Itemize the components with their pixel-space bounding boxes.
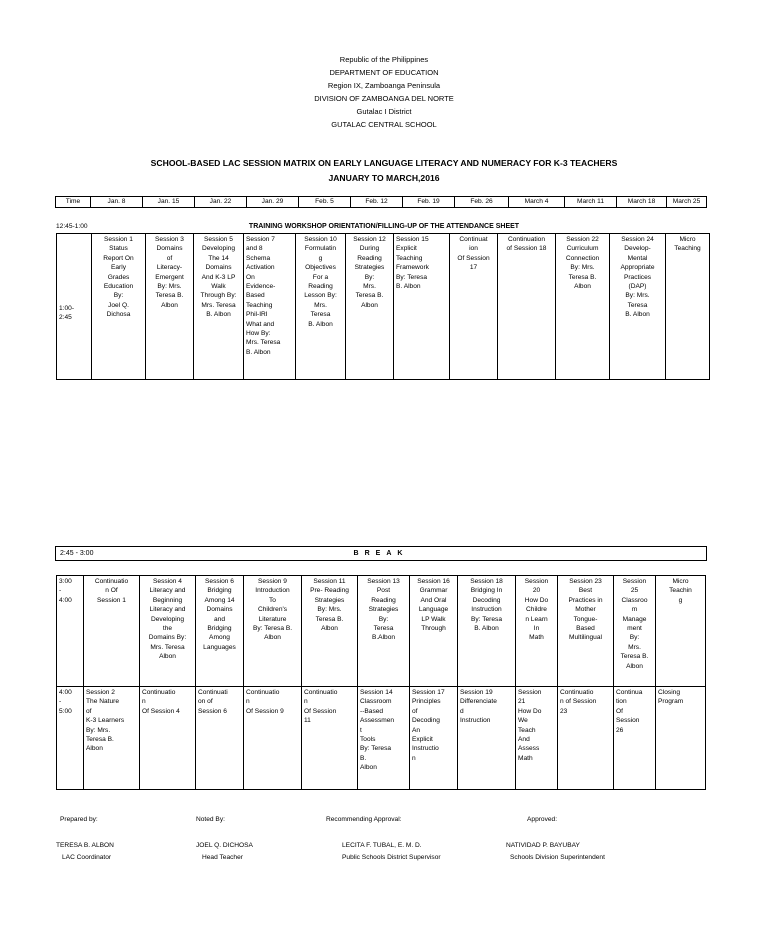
header-region: Region IX, Zamboanga Peninsula [327, 81, 441, 90]
break-row [55, 546, 707, 561]
session-cell: Session 21 How Do We Teach And Assess Math [516, 687, 558, 790]
session-cell: Session 4 Literacy and Beginning Literacy and Developing the Domains By: Mrs. Teresa Albon [140, 576, 196, 687]
orientation-time: 12:45-1:00 [56, 223, 88, 230]
session-cell: Micro Teachin g [656, 576, 706, 687]
document-title: SCHOOL-BASED LAC SESSION MATRIX ON EARLY LANGUAGE LITERACY AND NUMERACY FOR K-3 TEACHERS [150, 158, 618, 168]
date-cell: Jan. 8 [91, 197, 143, 208]
session-cell: Micro Teaching [666, 234, 710, 380]
orientation-text: TRAINING WORKSHOP ORIENTATION/FILLING-UP OF THE ATTENDANCE SHEET [248, 223, 520, 230]
date-cell: Jan. 22 [195, 197, 247, 208]
approved-label: Approved: [527, 816, 558, 823]
session-cell: Continuatio n of Session 23 [558, 687, 614, 790]
session-cell: Session 1 Status Report On Early Grades Education By: Joel Q. Dichosa [92, 234, 146, 380]
time-cell: 4:00 - 5:00 [57, 687, 84, 790]
signatory-role-3: Public Schools District Supervisor [342, 854, 441, 861]
header-school: GUTALAC CENTRAL SCHOOL [331, 120, 437, 129]
session-cell: Continuatio n Of Session 11 [302, 687, 358, 790]
signatory-role-2: Head Teacher [202, 854, 243, 861]
signatory-name-2: JOEL Q. DICHOSA [196, 842, 253, 849]
header-republic: Republic of the Philippines [339, 55, 429, 64]
table-row [57, 576, 706, 687]
time-header: Time [56, 197, 91, 208]
date-cell: Feb. 26 [455, 197, 509, 208]
session-cell: Session 22 Curriculum Connection By: Mrs. Teresa B. Albon [556, 234, 610, 380]
session-cell: Session 15 Explicit Teaching Framework By: Teresa B. Albon [394, 234, 450, 380]
session-cell: Session 20 How Do Childre n Learn In Math [516, 576, 558, 687]
session-cell: Continuatio n Of Session 1 [84, 576, 140, 687]
table-row [57, 687, 706, 790]
date-cell: March 11 [565, 197, 617, 208]
session-cell: Session 6 Bridging Among 14 Domains and Bridging Among Languages [196, 576, 244, 687]
session-cell: Session 24 Develop- Mental Appropriate Practices (DAP) By: Mrs. Teresa B. Albon [610, 234, 666, 380]
signatory-role-4: Schools Division Superintendent [510, 854, 605, 861]
time-cell: 1:00- 2:45 [57, 234, 92, 380]
session-cell: Session 14 Classroom --Based Assessmen t Tools By: Teresa B. Albon [358, 687, 410, 790]
date-cell: March 25 [667, 197, 707, 208]
date-cell: March 18 [617, 197, 667, 208]
session-cell: Session 2 The Nature of K-3 Learners By: Mrs. Teresa B. Albon [84, 687, 140, 790]
session-table-2 [56, 575, 706, 790]
session-cell: Session 3 Domains of Literacy- Emergent By: Mrs. Teresa B. Albon [146, 234, 194, 380]
header-district: Gutalac I District [356, 107, 412, 116]
table-row [57, 234, 710, 380]
signatory-name-4: NATIVIDAD P. BAYUBAY [506, 842, 580, 849]
session-cell: Session 18 Bridging In Decoding Instruction By: Teresa B. Albon [458, 576, 516, 687]
break-label: BREAK [353, 550, 409, 557]
recommending-approval-label: Recommending Approval: [326, 816, 402, 823]
session-cell: Continua tion Of Session 26 [614, 687, 656, 790]
session-cell: Session 11 Pre- Reading Strategies By: Mrs. Teresa B. Albon [302, 576, 358, 687]
session-cell: Session 16 Grammar And Oral Language LP Walk Through [410, 576, 458, 687]
session-cell: Session 25 Classroo m Manage ment By: Mrs. Teresa B. Albon [614, 576, 656, 687]
session-cell: Session 17 Principles of Decoding An Explicit Instructio n [410, 687, 458, 790]
break-time: 2:45 - 3:00 [60, 550, 94, 557]
session-cell: Continuati on of Session 6 [196, 687, 244, 790]
date-cell: Feb. 19 [403, 197, 455, 208]
session-cell: Session 13 Post Reading Strategies By: Teresa B.Albon [358, 576, 410, 687]
session-cell: Session 5 Developing The 14 Domains And K-3 LP Walk Through By: Mrs. Teresa B. Albon [194, 234, 244, 380]
signatory-role-1: LAC Coordinator [62, 854, 112, 861]
session-cell: Session 10 Formulatin g Objectives For a Reading Lesson By: Mrs. Teresa B. Albon [296, 234, 346, 380]
date-cell: Jan. 15 [143, 197, 195, 208]
session-cell: Continuation of Session 18 [498, 234, 556, 380]
session-cell: Session 9 Introduction To Children's Literature By: Teresa B. Albon [244, 576, 302, 687]
session-cell: Closing Program [656, 687, 706, 790]
header-department: DEPARTMENT OF EDUCATION [329, 68, 439, 77]
date-header-row [56, 197, 707, 208]
session-table-1 [56, 233, 710, 380]
date-cell: Feb. 5 [299, 197, 351, 208]
session-cell: Session 19 Differenciate d Instruction [458, 687, 516, 790]
signatory-name-1: TERESA B. ALBON [56, 842, 114, 849]
prepared-by-label: Prepared by: [60, 816, 98, 823]
session-cell: Continuatio n Of Session 4 [140, 687, 196, 790]
date-cell: Jan. 29 [247, 197, 299, 208]
date-cell: March 4 [509, 197, 565, 208]
date-cell: Feb. 12 [351, 197, 403, 208]
noted-by-label: Noted By: [196, 816, 225, 823]
session-cell: Session 7 and 8 Schema Activation On Evidence- Based Teaching Phil-IRI What and How By: Mrs. Teresa B. Albon [244, 234, 296, 380]
document-subtitle: JANUARY TO MARCH,2016 [328, 173, 440, 183]
time-cell: 3:00 - 4:00 [57, 576, 84, 687]
signatory-name-3: LECITA F. TUBAL, E. M. D. [342, 842, 422, 849]
session-cell: Session 23 Best Practices in Mother Tongue- Based Multilingual [558, 576, 614, 687]
session-cell: Continuat ion Of Session 17 [450, 234, 498, 380]
header-division: DIVISION OF ZAMBOANGA DEL NORTE [314, 94, 454, 103]
date-header-table [55, 196, 707, 208]
session-cell: Session 12 During Reading Strategies By: Mrs. Teresa B. Albon [346, 234, 394, 380]
session-cell: Continuatio n Of Session 9 [244, 687, 302, 790]
